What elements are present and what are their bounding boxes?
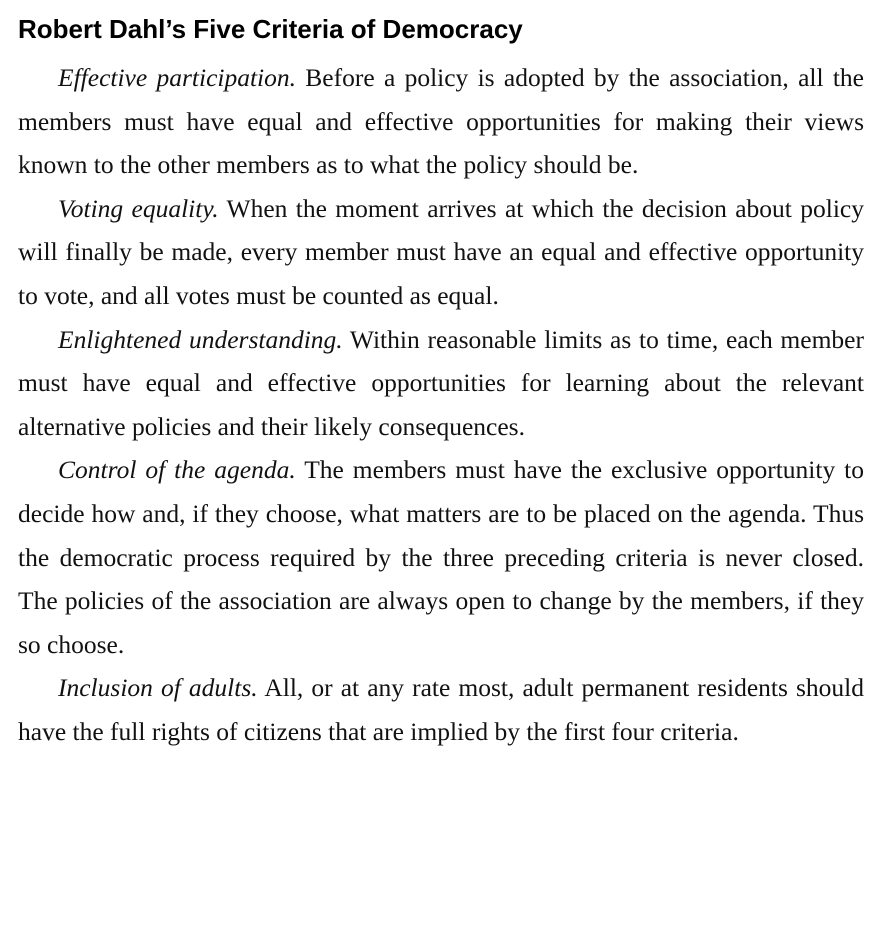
- criterion-text: All, or at any rate most, adult permanent residents should have the full rights of citizens that are implied by the first four criteria.: [18, 673, 864, 746]
- criterion-text: When the moment arrives at which the decision about policy will finally be made, every member must have an equal and effective opportunity to vote, and all votes must be counted as equal.: [18, 193, 864, 310]
- criterion-term: Voting equality.: [58, 193, 219, 223]
- criterion-paragraph-control-of-agenda: [18, 448, 864, 666]
- criterion-paragraph-inclusion-of-adults: [18, 666, 864, 753]
- page-title: Robert Dahl’s Five Criteria of Democracy: [18, 14, 523, 44]
- criterion-term: Effective participation.: [58, 63, 297, 92]
- criterion-paragraph-voting-equality: [18, 187, 864, 318]
- criterion-text: Before a policy is adopted by the association, all the members must have equal and effective opportunities for making their views known to the other members as to what the policy should be.: [18, 63, 864, 180]
- criterion-term: Control of the agenda.: [58, 455, 296, 485]
- criterion-term: Inclusion of adults.: [58, 673, 258, 703]
- criterion-text: Within reasonable limits as to time, each member must have equal and effective opportunities for learning about the relevant alternative policies and their likely consequences.: [18, 324, 864, 441]
- criterion-paragraph-effective-participation: [18, 56, 864, 187]
- criterion-term: Enlightened understanding.: [58, 324, 343, 354]
- criterion-text: The members must have the exclusive opportunity to decide how and, if they choose, what matters are to be placed on the agenda. Thus the democratic process required by the three preceding criteria is never closed. The policies of the association are always open to change by the members, if they so choose.: [18, 455, 864, 659]
- criterion-paragraph-enlightened-understanding: [18, 318, 864, 449]
- document-body: [18, 56, 864, 754]
